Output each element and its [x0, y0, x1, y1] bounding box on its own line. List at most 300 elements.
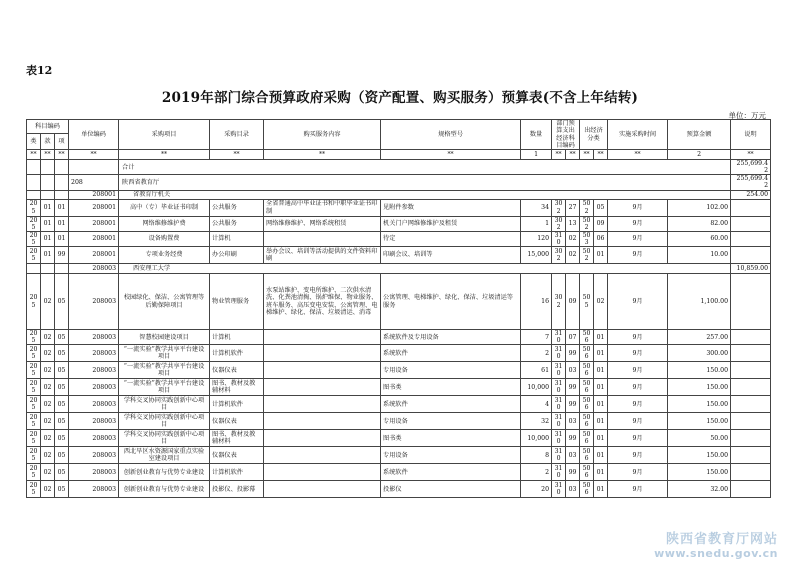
cell-econ-cat-1: 506: [580, 447, 594, 464]
marker-cell: **: [69, 150, 119, 160]
cell-item: 西北旱区水资源国家重点实验室建设项目: [119, 447, 210, 464]
cell-item: 设备购置费: [119, 231, 210, 246]
cell-time: 9月: [608, 413, 668, 430]
cell-lei: 205: [27, 481, 41, 498]
marker-cell: **: [41, 150, 55, 160]
cell-lei: [27, 190, 41, 199]
cell-econ-cat-1: 502: [580, 199, 594, 216]
header-xiang: 项: [55, 134, 69, 150]
cell-xiang: 05: [55, 379, 69, 396]
cell-econ-cat-2: 02: [594, 274, 608, 330]
cell-unit-code: [69, 160, 119, 175]
cell-econ-cat-1: 502: [580, 216, 594, 231]
marker-cell: **: [552, 150, 566, 160]
cell-kuan: [41, 264, 55, 274]
cell-qty: 1: [521, 216, 552, 231]
cell-econ-code-1: 310: [552, 330, 566, 345]
cell-item: 合计: [119, 160, 731, 175]
cell-unit-code: 208003: [69, 413, 119, 430]
cell-service: [264, 430, 381, 447]
cell-amount: 257.00: [668, 330, 731, 345]
cell-amount: 150.00: [668, 362, 731, 379]
cell-econ-code-1: 310: [552, 430, 566, 447]
cell-service: [264, 345, 381, 362]
cell-catalog: 仪器仪表: [210, 447, 264, 464]
cell-qty: 2: [521, 464, 552, 481]
cell-catalog: 公共服务: [210, 216, 264, 231]
cell-amount: 1,100.00: [668, 274, 731, 330]
cell-econ-cat-1: 506: [580, 362, 594, 379]
cell-econ-cat-2: 06: [594, 231, 608, 246]
cell-item: “一流实验”教学共享平台建设项目: [119, 379, 210, 396]
cell-kuan: 02: [41, 396, 55, 413]
cell-xiang: 99: [55, 247, 69, 264]
cell-lei: 205: [27, 345, 41, 362]
cell-note: [731, 464, 771, 481]
cell-qty: 10,000: [521, 379, 552, 396]
cell-spec: 专用设备: [381, 362, 521, 379]
cell-xiang: [55, 264, 69, 274]
watermark-text: 陕西省教育厅网站: [665, 532, 778, 547]
cell-time: 9月: [608, 199, 668, 216]
cell-lei: 205: [27, 216, 41, 231]
cell-econ-code-2: 27: [566, 199, 580, 216]
cell-amount: 50.00: [668, 430, 731, 447]
header-row-1: [27, 120, 771, 134]
cell-item: 智慧校园建设项目: [119, 330, 210, 345]
cell-lei: [27, 160, 41, 175]
marker-row: [27, 150, 771, 160]
cell-econ-code-1: 310: [552, 447, 566, 464]
cell-amount: 255,699.42: [731, 175, 771, 190]
cell-note: [731, 447, 771, 464]
cell-catalog: 办公印刷: [210, 247, 264, 264]
table-row: [27, 481, 771, 498]
cell-lei: 205: [27, 231, 41, 246]
cell-item: 专项业务经费: [119, 247, 210, 264]
cell-qty: 16: [521, 274, 552, 330]
table-row: [27, 330, 771, 345]
cell-note: [731, 481, 771, 498]
cell-xiang: 01: [55, 216, 69, 231]
cell-lei: 205: [27, 379, 41, 396]
cell-econ-code-2: 03: [566, 413, 580, 430]
table-row: [27, 264, 771, 274]
cell-qty: 7: [521, 330, 552, 345]
cell-unit-code: 208003: [69, 396, 119, 413]
marker-cell: 2: [668, 150, 731, 160]
cell-spec: 专用设备: [381, 413, 521, 430]
cell-time: 9月: [608, 345, 668, 362]
cell-note: [731, 247, 771, 264]
cell-time: 9月: [608, 247, 668, 264]
cell-spec: 待定: [381, 231, 521, 246]
cell-service: 水泵站维护、变电所维护、二次供水清洗、化粪池清掏、锅炉维保、物业服务、班车服务、高压变电安装、公寓管理、电梯维护、绿化、保洁、垃圾清运、消毒: [264, 274, 381, 330]
cell-catalog: 图书、教材及教辅材料: [210, 379, 264, 396]
cell-kuan: 01: [41, 216, 55, 231]
table-row: [27, 231, 771, 246]
cell-service: 举办会议、培训等活动提供的文件资料印刷: [264, 247, 381, 264]
cell-kuan: 02: [41, 362, 55, 379]
marker-cell: **: [27, 150, 41, 160]
cell-unit-code: 208001: [69, 231, 119, 246]
cell-econ-code-2: 07: [566, 330, 580, 345]
cell-spec: 系统软件: [381, 345, 521, 362]
cell-xiang: [55, 160, 69, 175]
cell-kuan: 02: [41, 481, 55, 498]
marker-cell: **: [55, 150, 69, 160]
cell-econ-code-1: 310: [552, 464, 566, 481]
table-row: [27, 190, 771, 199]
cell-note: [731, 274, 771, 330]
cell-qty: 120: [521, 231, 552, 246]
cell-kuan: 02: [41, 345, 55, 362]
cell-lei: [27, 175, 41, 190]
cell-item: 陕西省教育厅: [119, 175, 731, 190]
cell-time: 9月: [608, 274, 668, 330]
cell-kuan: 01: [41, 247, 55, 264]
cell-econ-cat-1: 506: [580, 481, 594, 498]
cell-qty: 15,000: [521, 247, 552, 264]
unit-label: 单位：万元: [728, 111, 766, 120]
table-row: [27, 160, 771, 175]
header-catalog: 采购目录: [210, 120, 264, 150]
cell-item: 西安理工大学: [119, 264, 731, 274]
cell-econ-cat-1: 506: [580, 379, 594, 396]
cell-note: [731, 216, 771, 231]
cell-kuan: [41, 190, 55, 199]
cell-econ-cat-2: 01: [594, 481, 608, 498]
cell-amount: 150.00: [668, 464, 731, 481]
header-kuan: 款: [41, 134, 55, 150]
header-service: 购买服务内容: [264, 120, 381, 150]
cell-catalog: 计算机软件: [210, 345, 264, 362]
cell-econ-code-2: 99: [566, 464, 580, 481]
cell-kuan: 02: [41, 430, 55, 447]
cell-item: 网络维修维护费: [119, 216, 210, 231]
table-row: [27, 216, 771, 231]
cell-amount: 150.00: [668, 447, 731, 464]
cell-unit-code: 208001: [69, 216, 119, 231]
cell-econ-cat-2: 01: [594, 430, 608, 447]
cell-time: 9月: [608, 447, 668, 464]
cell-econ-cat-2: 05: [594, 199, 608, 216]
cell-unit-code: 208003: [69, 430, 119, 447]
cell-unit-code: 208003: [69, 362, 119, 379]
cell-econ-cat-2: 09: [594, 216, 608, 231]
cell-item: 学科交叉协同实践创新中心项目: [119, 396, 210, 413]
cell-econ-code-1: 302: [552, 274, 566, 330]
cell-unit-code: 208003: [69, 345, 119, 362]
cell-econ-code-2: 03: [566, 447, 580, 464]
cell-econ-cat-2: 01: [594, 330, 608, 345]
cell-lei: 205: [27, 199, 41, 216]
table-row: [27, 274, 771, 330]
table-row: [27, 247, 771, 264]
cell-econ-code-2: 03: [566, 481, 580, 498]
cell-kuan: 01: [41, 231, 55, 246]
cell-econ-code-1: 310: [552, 413, 566, 430]
cell-catalog: 投影仪、投影幕: [210, 481, 264, 498]
cell-catalog: 计算机软件: [210, 396, 264, 413]
cell-spec: 图书类: [381, 430, 521, 447]
cell-xiang: 05: [55, 396, 69, 413]
marker-cell: **: [264, 150, 381, 160]
header-spec: 规格型号: [381, 120, 521, 150]
table-row: [27, 447, 771, 464]
cell-lei: 205: [27, 447, 41, 464]
cell-service: 网络维修维护、网络系统租赁: [264, 216, 381, 231]
cell-time: 9月: [608, 464, 668, 481]
cell-spec: 机关门户网维修维护及租赁: [381, 216, 521, 231]
table-number: 表12: [26, 64, 53, 77]
cell-spec: 专用设备: [381, 447, 521, 464]
cell-econ-cat-2: 01: [594, 396, 608, 413]
cell-amount: 150.00: [668, 396, 731, 413]
cell-lei: 205: [27, 330, 41, 345]
cell-lei: 205: [27, 430, 41, 447]
cell-service: [264, 481, 381, 498]
cell-kuan: 01: [41, 199, 55, 216]
cell-unit-code: 208003: [69, 481, 119, 498]
marker-cell: **: [566, 150, 580, 160]
cell-econ-cat-2: 01: [594, 413, 608, 430]
cell-note: [731, 362, 771, 379]
cell-xiang: 05: [55, 330, 69, 345]
cell-econ-code-2: 99: [566, 396, 580, 413]
header-econ-code: 部门预算支出经济科目编码: [552, 120, 580, 150]
cell-service: [264, 330, 381, 345]
cell-amount: 150.00: [668, 379, 731, 396]
marker-cell: **: [594, 150, 608, 160]
header-amount: 预算金额: [668, 120, 731, 150]
cell-amount: 10.00: [668, 247, 731, 264]
cell-econ-cat-1: 506: [580, 413, 594, 430]
cell-spec: 图书类: [381, 379, 521, 396]
cell-amount: 255,699.42: [731, 160, 771, 175]
marker-cell: **: [381, 150, 521, 160]
cell-qty: 61: [521, 362, 552, 379]
cell-econ-cat-2: 01: [594, 345, 608, 362]
cell-service: [264, 447, 381, 464]
cell-amount: 32.00: [668, 481, 731, 498]
cell-econ-cat-1: 505: [580, 274, 594, 330]
table-row: [27, 362, 771, 379]
cell-econ-cat-1: 506: [580, 464, 594, 481]
cell-econ-code-1: 302: [552, 247, 566, 264]
cell-amount: 102.00: [668, 199, 731, 216]
cell-econ-code-1: 302: [552, 216, 566, 231]
cell-time: 9月: [608, 231, 668, 246]
cell-xiang: 05: [55, 362, 69, 379]
cell-econ-code-2: 03: [566, 362, 580, 379]
cell-xiang: 05: [55, 447, 69, 464]
cell-econ-cat-2: 01: [594, 379, 608, 396]
cell-kuan: 02: [41, 464, 55, 481]
cell-note: [731, 413, 771, 430]
cell-econ-code-1: 310: [552, 396, 566, 413]
cell-catalog: 计算机: [210, 231, 264, 246]
cell-time: 9月: [608, 481, 668, 498]
cell-time: 9月: [608, 379, 668, 396]
cell-qty: 2: [521, 345, 552, 362]
cell-item: 省教育厅机关: [119, 190, 731, 199]
marker-cell: **: [210, 150, 264, 160]
cell-note: [731, 231, 771, 246]
cell-item: “一流实验”教学共享平台建设项目: [119, 345, 210, 362]
cell-kuan: 02: [41, 447, 55, 464]
cell-unit-code: 208: [69, 175, 119, 190]
cell-lei: 205: [27, 464, 41, 481]
cell-econ-cat-1: 506: [580, 396, 594, 413]
document-title: 2019年部门综合预算政府采购（资产配置、购买服务）预算表(不含上年结转): [161, 90, 639, 106]
cell-service: [264, 379, 381, 396]
cell-lei: 205: [27, 396, 41, 413]
cell-kuan: [41, 160, 55, 175]
cell-unit-code: 208001: [69, 190, 119, 199]
cell-time: 9月: [608, 362, 668, 379]
cell-kuan: 02: [41, 330, 55, 345]
cell-item: 学科交叉协同实践创新中心项目: [119, 430, 210, 447]
marker-cell: **: [580, 150, 594, 160]
cell-econ-code-2: 99: [566, 430, 580, 447]
cell-note: [731, 199, 771, 216]
header-subject-code: 科目编码: [27, 120, 69, 134]
cell-xiang: 05: [55, 345, 69, 362]
cell-qty: 20: [521, 481, 552, 498]
table-row: [27, 413, 771, 430]
cell-econ-cat-1: 506: [580, 430, 594, 447]
cell-note: [731, 430, 771, 447]
cell-item: 创新创业教育与优势专业建设: [119, 464, 210, 481]
cell-econ-code-2: 99: [566, 345, 580, 362]
cell-xiang: 05: [55, 430, 69, 447]
header-lei: 类: [27, 134, 41, 150]
cell-econ-cat-2: 01: [594, 464, 608, 481]
marker-cell: **: [119, 150, 210, 160]
cell-time: 9月: [608, 216, 668, 231]
cell-lei: 205: [27, 413, 41, 430]
marker-cell: 1: [521, 150, 552, 160]
cell-econ-code-1: 302: [552, 199, 566, 216]
cell-econ-code-2: 99: [566, 379, 580, 396]
cell-amount: 150.00: [668, 413, 731, 430]
cell-lei: 205: [27, 247, 41, 264]
cell-time: 9月: [608, 396, 668, 413]
cell-amount: 82.00: [668, 216, 731, 231]
cell-qty: 32: [521, 413, 552, 430]
cell-spec: 公寓管理、电梯维护、绿化、保洁、垃圾清运等服务: [381, 274, 521, 330]
table-row: [27, 175, 771, 190]
cell-econ-code-2: 02: [566, 231, 580, 246]
cell-catalog: 图书、教材及教辅材料: [210, 430, 264, 447]
cell-spec: 见附件参数: [381, 199, 521, 216]
cell-econ-cat-2: 01: [594, 362, 608, 379]
cell-xiang: [55, 190, 69, 199]
header-econ-category: 出经济分类: [580, 120, 608, 150]
cell-note: [731, 330, 771, 345]
cell-amount: 254.00: [731, 190, 771, 199]
cell-econ-code-1: 310: [552, 481, 566, 498]
cell-unit-code: 208003: [69, 330, 119, 345]
cell-econ-cat-1: 506: [580, 345, 594, 362]
cell-spec: 系统软件: [381, 464, 521, 481]
cell-spec: 系统软件: [381, 396, 521, 413]
cell-amount: 10,859.00: [731, 264, 771, 274]
cell-unit-code: 208003: [69, 264, 119, 274]
cell-xiang: 05: [55, 464, 69, 481]
cell-item: 学科交叉协同实践创新中心项目: [119, 413, 210, 430]
cell-spec: 印刷会议、培训等: [381, 247, 521, 264]
cell-xiang: 01: [55, 199, 69, 216]
cell-spec: 系统软件及专用设备: [381, 330, 521, 345]
cell-kuan: 02: [41, 274, 55, 330]
cell-amount: 60.00: [668, 231, 731, 246]
table-row: [27, 345, 771, 362]
cell-lei: 205: [27, 274, 41, 330]
cell-econ-code-1: 310: [552, 362, 566, 379]
site-watermark: [654, 528, 778, 560]
watermark-url: www.snedu.gov.cn: [654, 547, 778, 560]
cell-econ-code-1: 310: [552, 345, 566, 362]
header-unit-code: 单位编码: [69, 120, 119, 150]
cell-kuan: [41, 175, 55, 190]
cell-econ-code-2: 09: [566, 274, 580, 330]
marker-cell: **: [731, 150, 771, 160]
cell-econ-cat-2: 01: [594, 247, 608, 264]
cell-qty: 34: [521, 199, 552, 216]
cell-econ-cat-1: 503: [580, 231, 594, 246]
cell-catalog: 仪器仪表: [210, 362, 264, 379]
cell-spec: 投影仪: [381, 481, 521, 498]
cell-catalog: 物业管理服务: [210, 274, 264, 330]
cell-xiang: [55, 175, 69, 190]
cell-note: [731, 345, 771, 362]
cell-item: “一流实验”教学共享平台建设项目: [119, 362, 210, 379]
cell-service: 全省普通高中毕业证书和中职毕业证书印制: [264, 199, 381, 216]
cell-qty: 10,000: [521, 430, 552, 447]
header-item: 采购项目: [119, 120, 210, 150]
cell-catalog: 计算机软件: [210, 464, 264, 481]
cell-econ-code-2: 13: [566, 216, 580, 231]
cell-unit-code: 208001: [69, 199, 119, 216]
cell-item: 创新创业教育与优势专业建设: [119, 481, 210, 498]
cell-unit-code: 208003: [69, 274, 119, 330]
cell-amount: 300.00: [668, 345, 731, 362]
cell-unit-code: 208003: [69, 379, 119, 396]
cell-service: [264, 362, 381, 379]
cell-econ-cat-2: 01: [594, 447, 608, 464]
marker-cell: **: [608, 150, 668, 160]
cell-unit-code: 208003: [69, 447, 119, 464]
header-note: 说明: [731, 120, 771, 150]
cell-econ-cat-1: 506: [580, 330, 594, 345]
cell-econ-code-1: 310: [552, 231, 566, 246]
cell-econ-code-2: 02: [566, 247, 580, 264]
cell-time: 9月: [608, 430, 668, 447]
cell-note: [731, 379, 771, 396]
cell-unit-code: 208003: [69, 464, 119, 481]
cell-xiang: 05: [55, 274, 69, 330]
cell-kuan: 02: [41, 379, 55, 396]
cell-econ-cat-1: 502: [580, 247, 594, 264]
cell-service: [264, 464, 381, 481]
procurement-budget-table: [26, 119, 771, 498]
table-row: [27, 379, 771, 396]
cell-xiang: 05: [55, 481, 69, 498]
cell-service: [264, 231, 381, 246]
cell-lei: [27, 264, 41, 274]
